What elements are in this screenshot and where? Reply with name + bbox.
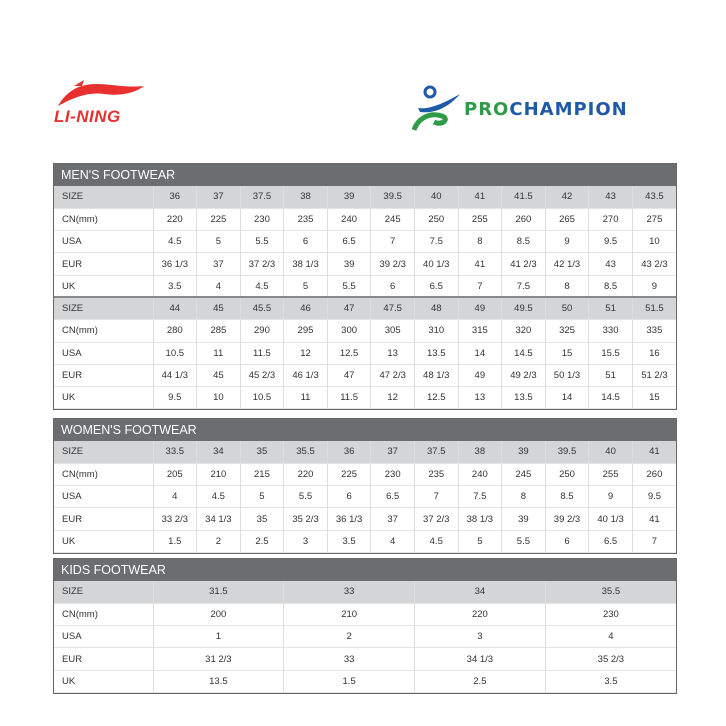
table-cell: 5.5 xyxy=(327,275,371,297)
li-ning-logo xyxy=(52,80,152,136)
table-cell: 36 xyxy=(327,441,371,463)
table-cell: 225 xyxy=(327,463,371,485)
prochampion-figure-icon xyxy=(412,84,462,132)
table-cell: 34 1/3 xyxy=(197,508,241,530)
table-cell: 35 2/3 xyxy=(284,508,328,530)
table-cell: 240 xyxy=(458,463,502,485)
table-cell: 39 xyxy=(327,253,371,275)
row-label: SIZE xyxy=(54,186,153,208)
table-cell: 6 xyxy=(545,530,589,552)
table-cell: 6.5 xyxy=(327,231,371,253)
table-cell: 5 xyxy=(458,530,502,552)
kids-footwear-table xyxy=(53,558,677,694)
table-cell: 11.5 xyxy=(327,387,371,409)
table-cell: 46 1/3 xyxy=(284,364,328,386)
table-cell: 10 xyxy=(197,387,241,409)
table-row xyxy=(54,320,676,342)
table-cell: 37.5 xyxy=(414,441,458,463)
table-cell: 15.5 xyxy=(589,342,633,364)
table-cell: 13 xyxy=(371,342,415,364)
table-row xyxy=(54,486,676,508)
row-label: USA xyxy=(54,486,153,508)
table-cell: 9 xyxy=(545,231,589,253)
table-cell: 260 xyxy=(502,208,546,230)
section-title: MEN'S FOOTWEAR xyxy=(54,164,676,186)
table-cell: 13 xyxy=(458,387,502,409)
table-cell: 14 xyxy=(458,342,502,364)
table-cell: 10 xyxy=(632,231,676,253)
table-cell: 1.5 xyxy=(153,530,197,552)
table-cell: 39.5 xyxy=(545,441,589,463)
table-cell: 3 xyxy=(415,626,546,648)
table-cell: 45 2/3 xyxy=(240,364,284,386)
table-cell: 12.5 xyxy=(327,342,371,364)
table-cell: 37 xyxy=(371,508,415,530)
table-cell: 37 xyxy=(197,186,241,208)
table-cell: 40 1/3 xyxy=(414,253,458,275)
table-cell: 230 xyxy=(545,603,676,625)
table-cell: 6.5 xyxy=(589,530,633,552)
table-cell: 8 xyxy=(545,275,589,297)
table-cell: 200 xyxy=(153,603,284,625)
prochampion-logo-text: PROCHAMPION xyxy=(464,99,628,120)
table-cell: 47 xyxy=(327,297,371,319)
table-cell: 305 xyxy=(371,320,415,342)
table-row xyxy=(54,670,676,692)
table-cell: 4.5 xyxy=(197,486,241,508)
table-row xyxy=(54,275,676,297)
row-label: UK xyxy=(54,275,153,297)
table-cell: 4 xyxy=(153,486,197,508)
table-cell: 5.5 xyxy=(240,231,284,253)
table-cell: 40 1/3 xyxy=(589,508,633,530)
table-cell: 36 xyxy=(153,186,197,208)
table-cell: 4.5 xyxy=(414,530,458,552)
table-cell: 45 xyxy=(197,364,241,386)
table-cell: 2.5 xyxy=(240,530,284,552)
table-cell: 2 xyxy=(284,626,415,648)
table-cell: 14.5 xyxy=(589,387,633,409)
table-cell: 230 xyxy=(240,208,284,230)
table-cell: 230 xyxy=(371,463,415,485)
table-cell: 41.5 xyxy=(502,186,546,208)
table-cell: 4 xyxy=(371,530,415,552)
table-cell: 41 xyxy=(632,508,676,530)
table-cell: 39 xyxy=(502,441,546,463)
table-cell: 37.5 xyxy=(240,186,284,208)
row-label: SIZE xyxy=(54,297,153,319)
row-label: SIZE xyxy=(54,581,153,603)
table-cell: 43 2/3 xyxy=(632,253,676,275)
table-cell: 4 xyxy=(197,275,241,297)
table-cell: 35 xyxy=(240,508,284,530)
table-cell: 7 xyxy=(371,231,415,253)
table-cell: 5.5 xyxy=(284,486,328,508)
row-label: UK xyxy=(54,387,153,409)
table-cell: 320 xyxy=(502,320,546,342)
size-table xyxy=(54,581,676,693)
table-cell: 315 xyxy=(458,320,502,342)
table-cell: 47.5 xyxy=(371,297,415,319)
table-cell: 41 xyxy=(458,253,502,275)
table-row xyxy=(54,342,676,364)
table-cell: 290 xyxy=(240,320,284,342)
table-cell: 13.5 xyxy=(502,387,546,409)
table-cell: 33 xyxy=(284,581,415,603)
table-cell: 37 xyxy=(197,253,241,275)
table-cell: 48 1/3 xyxy=(414,364,458,386)
row-label: UK xyxy=(54,670,153,692)
table-cell: 8.5 xyxy=(502,231,546,253)
table-cell: 335 xyxy=(632,320,676,342)
table-cell: 10.5 xyxy=(153,342,197,364)
table-cell: 3 xyxy=(284,530,328,552)
table-cell: 6 xyxy=(284,231,328,253)
table-cell: 255 xyxy=(458,208,502,230)
table-cell: 14.5 xyxy=(502,342,546,364)
size-table xyxy=(54,186,676,409)
table-cell: 31 2/3 xyxy=(153,648,284,670)
table-cell: 220 xyxy=(284,463,328,485)
table-cell: 33.5 xyxy=(153,441,197,463)
table-cell: 270 xyxy=(589,208,633,230)
table-cell: 5 xyxy=(240,486,284,508)
table-cell: 6 xyxy=(327,486,371,508)
size-header-row xyxy=(54,581,676,603)
table-cell: 44 1/3 xyxy=(153,364,197,386)
table-cell: 245 xyxy=(502,463,546,485)
prochampion-logo xyxy=(412,84,672,132)
table-cell: 310 xyxy=(414,320,458,342)
table-cell: 15 xyxy=(632,387,676,409)
table-cell: 7.5 xyxy=(502,275,546,297)
table-cell: 10.5 xyxy=(240,387,284,409)
row-label: EUR xyxy=(54,364,153,386)
table-row xyxy=(54,231,676,253)
table-cell: 49 2/3 xyxy=(502,364,546,386)
table-cell: 50 xyxy=(545,297,589,319)
table-cell: 44 xyxy=(153,297,197,319)
table-cell: 1.5 xyxy=(284,670,415,692)
table-cell: 265 xyxy=(545,208,589,230)
table-row xyxy=(54,626,676,648)
row-label: CN(mm) xyxy=(54,320,153,342)
table-cell: 40 xyxy=(589,441,633,463)
li-ning-logo-text: LI-NING xyxy=(54,107,121,126)
size-table xyxy=(54,441,676,553)
size-header-row xyxy=(54,186,676,208)
table-cell: 8 xyxy=(502,486,546,508)
table-cell: 12 xyxy=(284,342,328,364)
row-label: EUR xyxy=(54,253,153,275)
table-cell: 47 2/3 xyxy=(371,364,415,386)
row-label: UK xyxy=(54,530,153,552)
table-row xyxy=(54,508,676,530)
table-cell: 51.5 xyxy=(632,297,676,319)
table-cell: 38 xyxy=(458,441,502,463)
table-cell: 39 2/3 xyxy=(545,508,589,530)
table-cell: 235 xyxy=(414,463,458,485)
table-row xyxy=(54,648,676,670)
table-cell: 41 2/3 xyxy=(502,253,546,275)
table-cell: 16 xyxy=(632,342,676,364)
table-cell: 1 xyxy=(153,626,284,648)
table-cell: 11 xyxy=(197,342,241,364)
table-cell: 250 xyxy=(545,463,589,485)
table-cell: 13.5 xyxy=(414,342,458,364)
section-title: KIDS FOOTWEAR xyxy=(54,559,676,581)
table-cell: 9 xyxy=(632,275,676,297)
table-cell: 37 xyxy=(371,441,415,463)
table-cell: 37 2/3 xyxy=(240,253,284,275)
table-cell: 6 xyxy=(371,275,415,297)
table-cell: 50 1/3 xyxy=(545,364,589,386)
table-cell: 12.5 xyxy=(414,387,458,409)
table-cell: 34 1/3 xyxy=(415,648,546,670)
table-row xyxy=(54,387,676,409)
table-cell: 235 xyxy=(284,208,328,230)
table-cell: 8.5 xyxy=(545,486,589,508)
table-cell: 8.5 xyxy=(589,275,633,297)
womens-footwear-table xyxy=(53,418,677,554)
size-header-row xyxy=(54,297,676,319)
table-cell: 47 xyxy=(327,364,371,386)
table-cell: 295 xyxy=(284,320,328,342)
row-label: USA xyxy=(54,231,153,253)
table-cell: 9.5 xyxy=(153,387,197,409)
table-cell: 11.5 xyxy=(240,342,284,364)
table-cell: 37 2/3 xyxy=(414,508,458,530)
table-cell: 33 2/3 xyxy=(153,508,197,530)
table-cell: 36 1/3 xyxy=(153,253,197,275)
table-cell: 43.5 xyxy=(632,186,676,208)
table-cell: 250 xyxy=(414,208,458,230)
table-cell: 45 xyxy=(197,297,241,319)
table-cell: 40 xyxy=(414,186,458,208)
table-cell: 325 xyxy=(545,320,589,342)
row-label: EUR xyxy=(54,648,153,670)
table-cell: 4.5 xyxy=(153,231,197,253)
table-cell: 3.5 xyxy=(545,670,676,692)
table-cell: 42 xyxy=(545,186,589,208)
table-cell: 38 1/3 xyxy=(284,253,328,275)
row-label: CN(mm) xyxy=(54,463,153,485)
table-cell: 4 xyxy=(545,626,676,648)
table-cell: 39.5 xyxy=(371,186,415,208)
table-cell: 3.5 xyxy=(153,275,197,297)
table-cell: 11 xyxy=(284,387,328,409)
table-cell: 260 xyxy=(632,463,676,485)
table-cell: 39 xyxy=(327,186,371,208)
table-cell: 7 xyxy=(458,275,502,297)
row-label: USA xyxy=(54,626,153,648)
table-cell: 7 xyxy=(414,486,458,508)
table-cell: 38 xyxy=(284,186,328,208)
table-cell: 300 xyxy=(327,320,371,342)
table-row xyxy=(54,208,676,230)
table-cell: 39 2/3 xyxy=(371,253,415,275)
table-cell: 210 xyxy=(284,603,415,625)
mens-footwear-table xyxy=(53,163,677,410)
table-cell: 39 xyxy=(502,508,546,530)
table-cell: 5 xyxy=(284,275,328,297)
table-cell: 4.5 xyxy=(240,275,284,297)
table-cell: 51 2/3 xyxy=(632,364,676,386)
table-cell: 35.5 xyxy=(545,581,676,603)
table-row xyxy=(54,603,676,625)
table-cell: 7 xyxy=(632,530,676,552)
table-cell: 33 xyxy=(284,648,415,670)
table-cell: 41 xyxy=(458,186,502,208)
table-cell: 9 xyxy=(589,486,633,508)
table-cell: 41 xyxy=(632,441,676,463)
table-cell: 45.5 xyxy=(240,297,284,319)
table-cell: 5 xyxy=(197,231,241,253)
table-cell: 42 1/3 xyxy=(545,253,589,275)
table-row xyxy=(54,364,676,386)
table-cell: 8 xyxy=(458,231,502,253)
table-row xyxy=(54,463,676,485)
table-cell: 38 1/3 xyxy=(458,508,502,530)
table-cell: 9.5 xyxy=(632,486,676,508)
table-cell: 210 xyxy=(197,463,241,485)
table-cell: 46 xyxy=(284,297,328,319)
size-header-row xyxy=(54,441,676,463)
table-row xyxy=(54,253,676,275)
table-cell: 49 xyxy=(458,364,502,386)
table-cell: 15 xyxy=(545,342,589,364)
table-cell: 5.5 xyxy=(502,530,546,552)
table-cell: 6.5 xyxy=(371,486,415,508)
table-cell: 14 xyxy=(545,387,589,409)
row-label: USA xyxy=(54,342,153,364)
table-cell: 36 1/3 xyxy=(327,508,371,530)
table-cell: 240 xyxy=(327,208,371,230)
section-title: WOMEN'S FOOTWEAR xyxy=(54,419,676,441)
table-cell: 12 xyxy=(371,387,415,409)
table-cell: 2.5 xyxy=(415,670,546,692)
table-cell: 9.5 xyxy=(589,231,633,253)
table-cell: 35 xyxy=(240,441,284,463)
table-cell: 35.5 xyxy=(284,441,328,463)
table-cell: 220 xyxy=(415,603,546,625)
table-cell: 35 2/3 xyxy=(545,648,676,670)
table-cell: 31.5 xyxy=(153,581,284,603)
table-cell: 285 xyxy=(197,320,241,342)
li-ning-swoosh-icon xyxy=(56,80,146,108)
table-cell: 34 xyxy=(415,581,546,603)
table-cell: 48 xyxy=(414,297,458,319)
row-label: CN(mm) xyxy=(54,603,153,625)
table-cell: 255 xyxy=(589,463,633,485)
row-label: SIZE xyxy=(54,441,153,463)
table-cell: 220 xyxy=(153,208,197,230)
table-cell: 6.5 xyxy=(414,275,458,297)
table-row xyxy=(54,530,676,552)
table-cell: 280 xyxy=(153,320,197,342)
table-cell: 51 xyxy=(589,297,633,319)
table-cell: 13.5 xyxy=(153,670,284,692)
table-cell: 275 xyxy=(632,208,676,230)
table-cell: 330 xyxy=(589,320,633,342)
table-cell: 43 xyxy=(589,253,633,275)
table-cell: 49.5 xyxy=(502,297,546,319)
table-cell: 245 xyxy=(371,208,415,230)
table-cell: 34 xyxy=(197,441,241,463)
table-cell: 225 xyxy=(197,208,241,230)
table-cell: 2 xyxy=(197,530,241,552)
row-label: EUR xyxy=(54,508,153,530)
row-label: CN(mm) xyxy=(54,208,153,230)
table-cell: 7.5 xyxy=(458,486,502,508)
table-cell: 215 xyxy=(240,463,284,485)
table-cell: 3.5 xyxy=(327,530,371,552)
table-cell: 49 xyxy=(458,297,502,319)
table-cell: 7.5 xyxy=(414,231,458,253)
table-cell: 205 xyxy=(153,463,197,485)
table-cell: 43 xyxy=(589,186,633,208)
table-cell: 51 xyxy=(589,364,633,386)
